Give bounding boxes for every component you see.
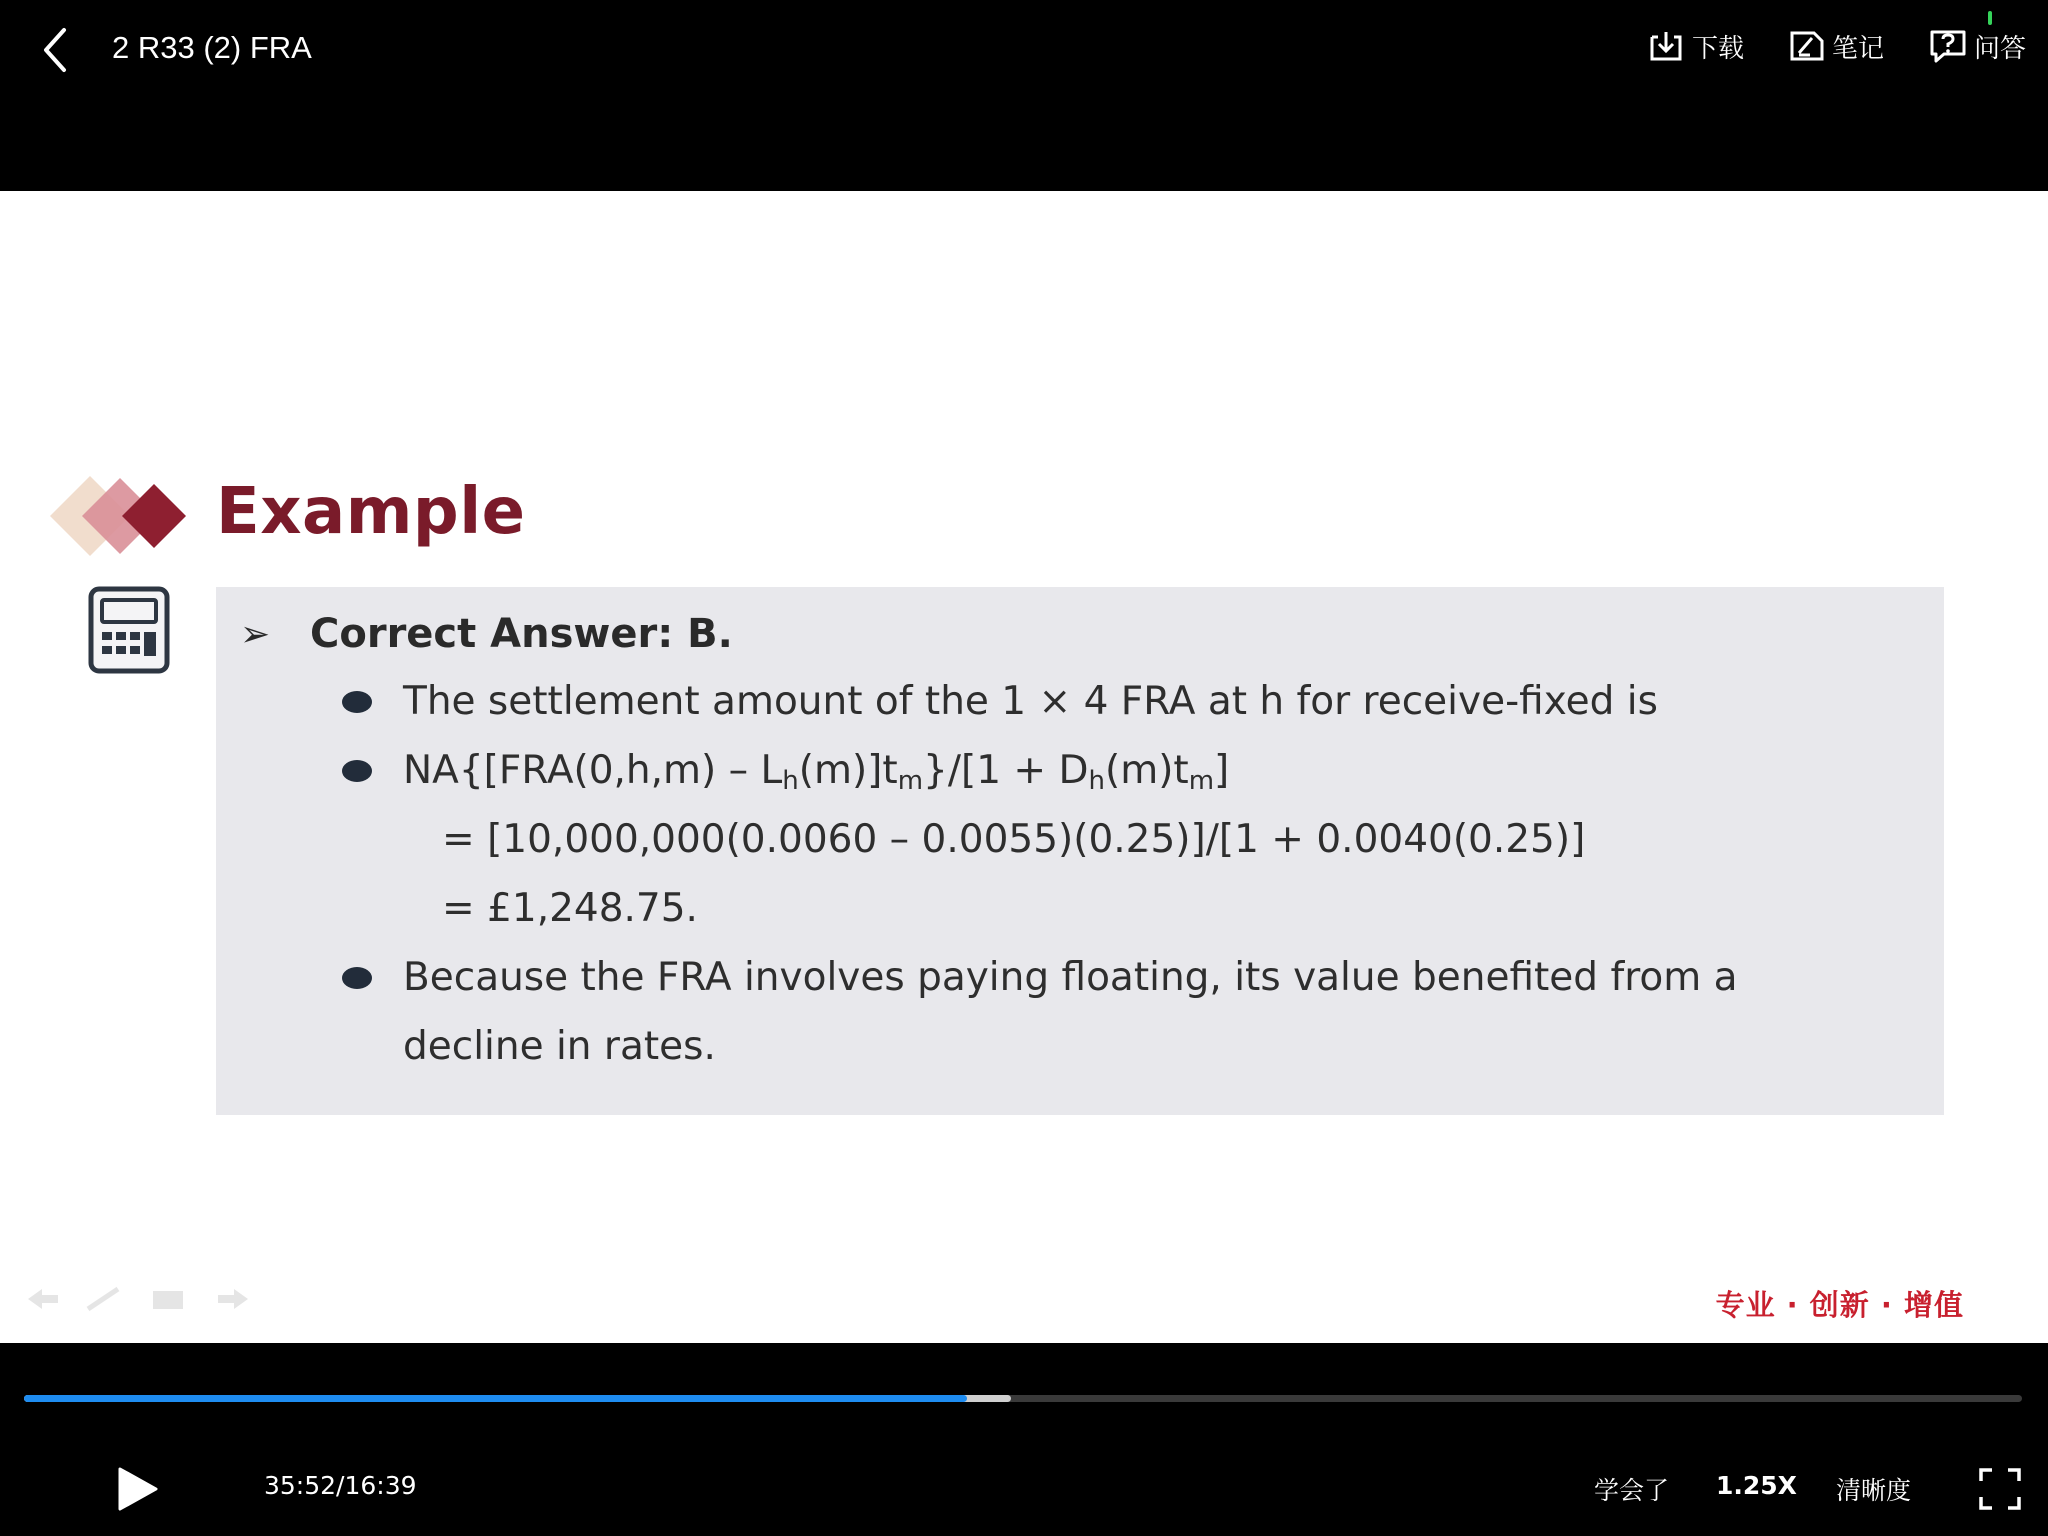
qa-label: 问答 (1973, 33, 2026, 64)
download-icon (1646, 29, 1686, 63)
bullet-icon (342, 760, 372, 782)
arrow-bullet-icon: ➢ (240, 613, 271, 655)
fullscreen-button[interactable] (1978, 1467, 2022, 1511)
speed-button[interactable]: 1.25X (1716, 1471, 1797, 1500)
bullet-settlement: The settlement amount of the 1 × 4 FRA at h for receive-fixed is (403, 679, 1658, 724)
slogan-text: 专业 · 创新 · 增值 (1715, 1288, 1964, 1322)
note-icon (1788, 29, 1826, 63)
progress-bar[interactable] (24, 1395, 2022, 1402)
slide-content (0, 191, 2048, 1343)
progress-played (24, 1395, 967, 1402)
answer-box (216, 587, 1944, 1115)
play-icon (116, 1465, 160, 1513)
slide-heading: Example (216, 475, 526, 549)
top-bar (0, 0, 2048, 191)
play-button[interactable] (116, 1465, 160, 1513)
correct-answer: Correct Answer: B. (310, 611, 733, 657)
time-display: 35:52/16:39 (264, 1471, 417, 1500)
bullet-icon (342, 967, 372, 989)
chevron-left-icon (34, 24, 82, 76)
calculation-line-1: = [10,000,000(0.0060 – 0.0055)(0.25)]/[1 + 0.0040(0.25)] (442, 817, 1586, 862)
bullet-benefit-line-2: decline in rates. (403, 1024, 716, 1069)
player-controls (0, 1343, 2048, 1536)
fullscreen-icon (1978, 1467, 2022, 1511)
quality-button[interactable]: 清晰度 (1836, 1476, 1912, 1505)
bullet-icon (342, 691, 372, 713)
qa-button[interactable] (1928, 28, 2026, 65)
calculator-icon (88, 586, 170, 674)
notes-label: 笔记 (1831, 33, 1884, 64)
learned-button[interactable]: 学会了 (1594, 1476, 1670, 1505)
notes-button[interactable] (1788, 28, 1884, 65)
video-title: 2 R33 (2) FRA (112, 30, 312, 65)
back-button[interactable] (34, 24, 82, 76)
slide-nav-toolbar (18, 1279, 258, 1319)
bullet-formula: $NA\{[FRA(0,h,m) - L_h(m)]t_m\}/[1 + D_h(m)t_m]$ (403, 748, 1230, 796)
status-indicator (1988, 11, 1992, 25)
answer-row (240, 609, 733, 659)
diamond-logo-icon (50, 476, 200, 556)
question-icon (1928, 28, 1968, 64)
download-label: 下载 (1691, 33, 1744, 64)
calculation-line-2: = £1,248.75. (442, 886, 698, 931)
top-actions (1602, 26, 2026, 66)
download-button[interactable] (1646, 28, 1744, 65)
bullet-benefit-line-1: Because the FRA involves paying floating, its value benefited from a (403, 955, 1738, 1000)
